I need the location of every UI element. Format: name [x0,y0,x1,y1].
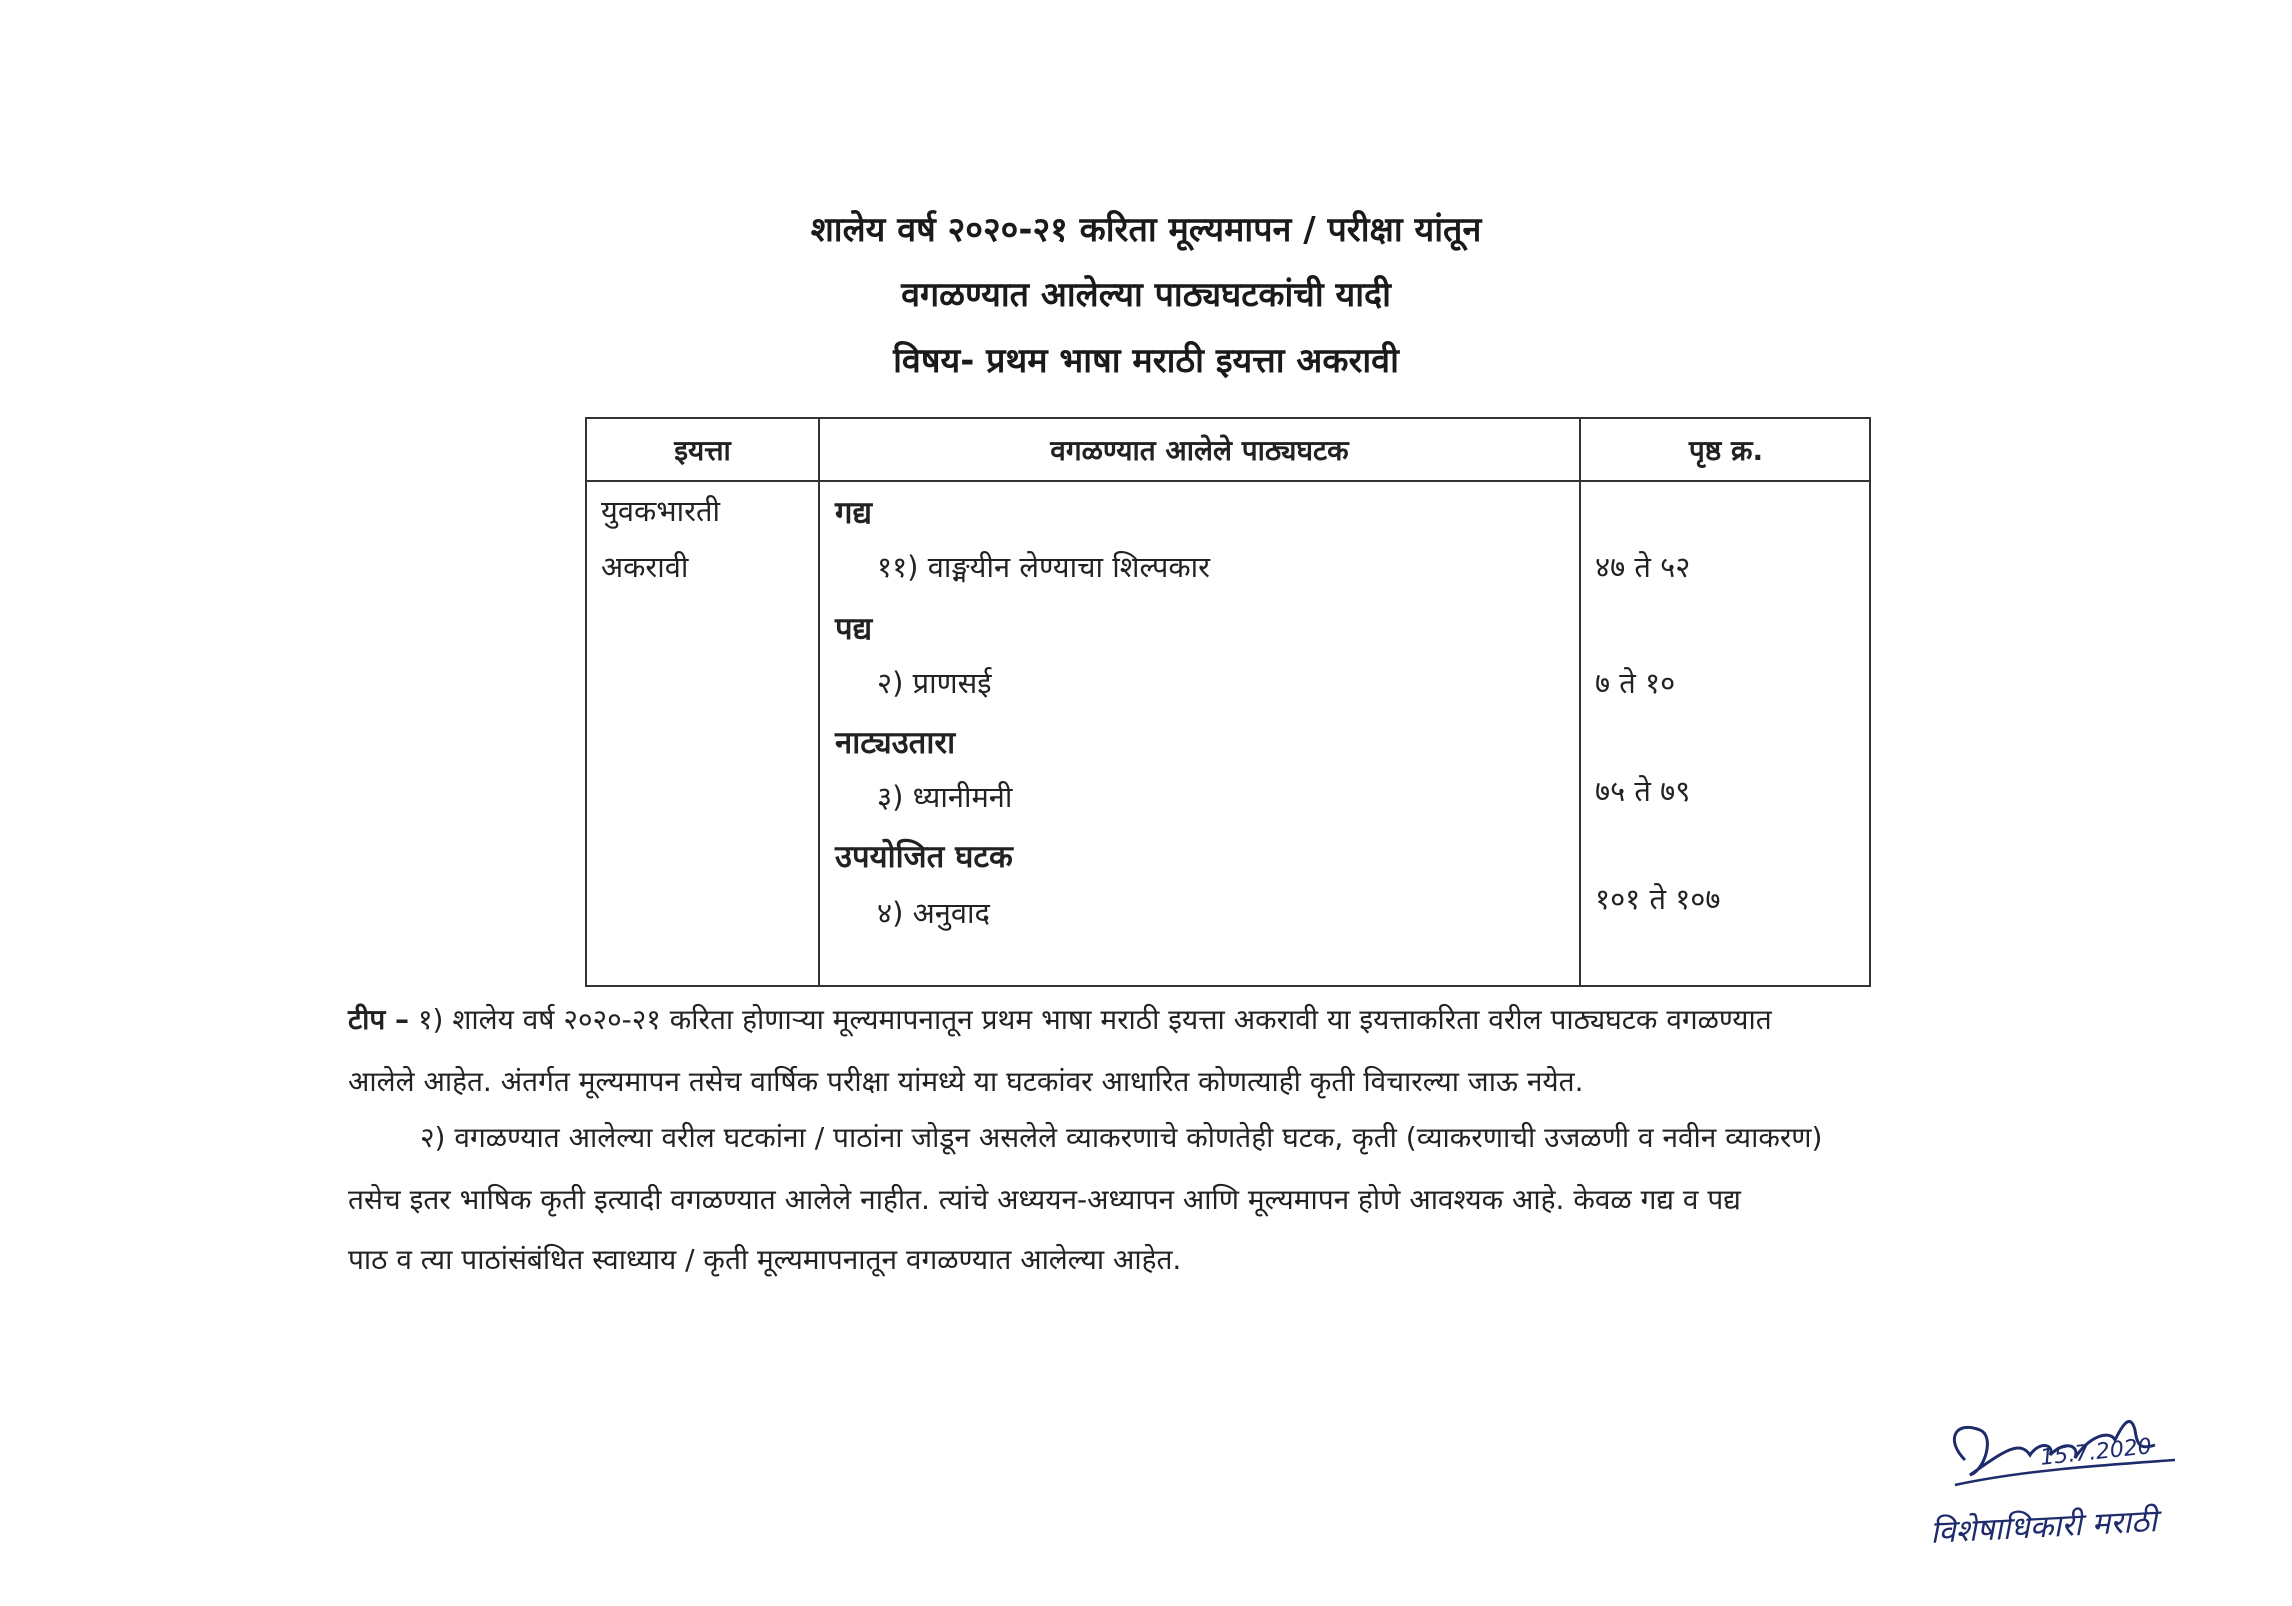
page-range: ७५ ते ७९ [1595,774,1691,808]
section-heading: उपयोजित घटक [835,839,1013,875]
note-line: आलेले आहेत. अंतर्गत मूल्यमापन तसेच वार्षिक परीक्षा यांमध्ये या घटकांवर आधारित कोणत्याही कृती विचारल्या जाऊ नयेत. [348,1065,1584,1098]
header-divider [587,480,1869,482]
note-line: पाठ व त्या पाठांसंबंधित स्वाध्याय / कृती मूल्यमापनातून वगळण्यात आलेल्या आहेत. [348,1243,1182,1276]
note-line [348,1000,2128,1038]
class-name: युवकभारती [601,494,721,528]
header-page-no: पृष्ठ क्र. [1688,434,1764,467]
unit-item: ४) अनुवाद [877,896,990,930]
unit-item: ११) वाङ्मयीन लेण्याचा शिल्पकार [877,550,1211,584]
column-divider [1579,419,1581,985]
section-heading: पद्य [835,611,873,647]
section-heading: नाट्यउतारा [835,725,956,761]
note-line: २) वगळण्यात आलेल्या वरील घटकांना / पाठांना जोडून असलेले व्याकरणाचे कोणतेही घटक, कृती (व्याकरणाची उजळणी व नवीन व्याकरण) [420,1121,1823,1154]
document-title-line-2: वगळण्यात आलेल्या पाठ्यघटकांची यादी [901,275,1391,315]
signature-date: 15.7.2020 [2039,1434,2153,1471]
section-heading: गद्य [835,495,872,531]
column-divider [818,419,820,985]
page-range: ७ ते १० [1595,666,1676,700]
note-label: टीप – [348,1003,410,1036]
unit-item: ३) ध्यानीमनी [877,780,1013,814]
note-line: तसेच इतर भाषिक कृती इत्यादी वगळण्यात आलेले नाहीत. त्यांचे अध्ययन-अध्यापन आणि मूल्यमापन होणे आवश्यक आहे. केवळ गद्य व पद्य [348,1183,1741,1216]
header-excluded-units: वगळण्यात आलेले पाठ्यघटक [1050,434,1349,467]
note-text: १) शालेय वर्ष २०२०-२१ करिता होणाऱ्या मूल्यमापनातून प्रथम भाषा मराठी इयत्ता अकरावी या इयत्ताकरिता वरील पाठ्यघटक वगळण्यात [417,1003,1772,1036]
class-level: अकरावी [601,550,689,584]
header-class: इयत्ता [674,434,731,467]
page-range: ४७ ते ५२ [1595,550,1691,584]
excluded-units-table [585,417,1871,987]
page-range: १०१ ते १०७ [1595,882,1721,916]
document-title-line-1: शालेय वर्ष २०२०-२१ करिता मूल्यमापन / परीक्षा यांतून [810,210,1482,250]
document-subject-line: विषय- प्रथम भाषा मराठी इयत्ता अकरावी [893,341,1399,381]
signatory-designation: विशेषाधिकारी मराठी [1929,1503,2158,1551]
unit-item: २) प्राणसई [877,666,992,700]
